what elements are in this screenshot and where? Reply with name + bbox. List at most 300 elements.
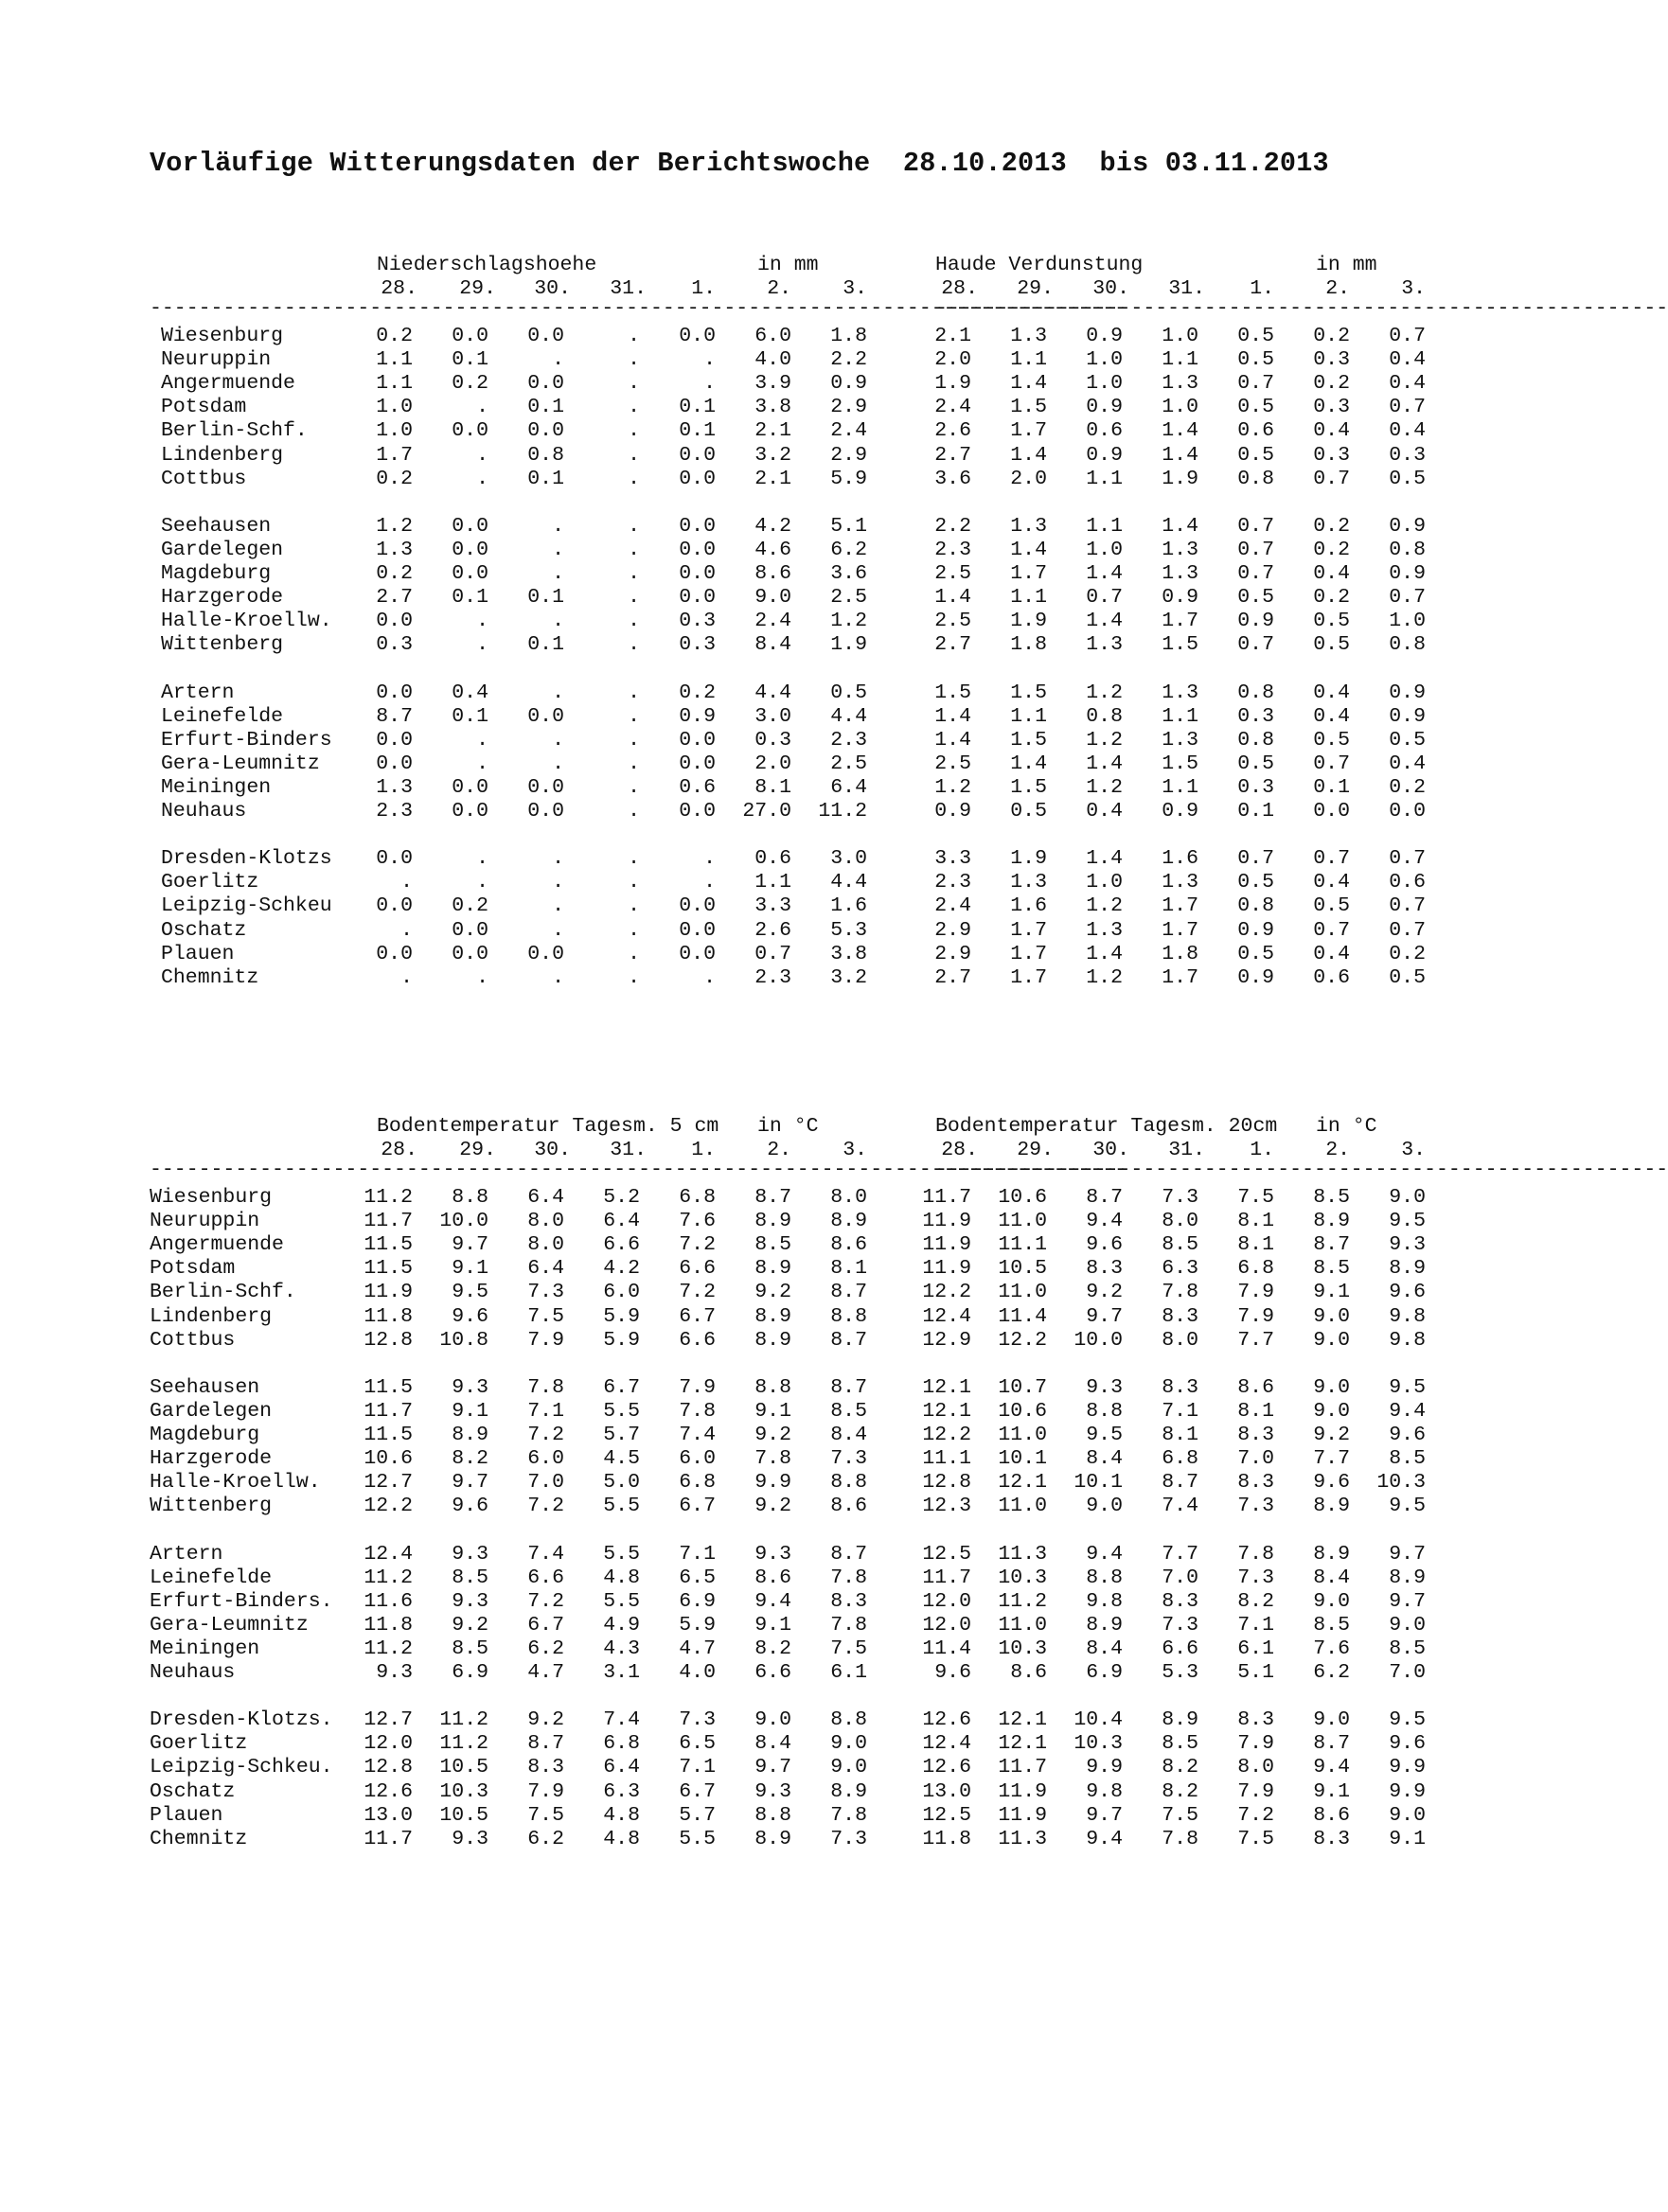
value-cell: 0.5: [1237, 586, 1274, 610]
value-cell: 1.7: [1162, 894, 1198, 918]
value-cell: 7.8: [830, 1613, 867, 1637]
value-cell: 8.7: [1162, 1471, 1198, 1495]
value-cell: .: [703, 372, 716, 396]
value-cell: 8.8: [830, 1708, 867, 1732]
station-name: Chemnitz: [150, 1827, 248, 1850]
value-cell: 8.9: [754, 1328, 791, 1352]
value-cell: 0.7: [1237, 372, 1274, 396]
value-cell: 0.0: [527, 325, 564, 347]
value-cell: 6.7: [679, 1779, 716, 1803]
station-name: Leinefelde: [161, 704, 284, 728]
value-cell: 4.8: [603, 1827, 640, 1850]
value-cell: 0.7: [754, 942, 791, 965]
value-cell: 9.6: [1389, 1424, 1426, 1446]
value-cell: 11.5: [364, 1375, 413, 1399]
value-cell: 1.3: [376, 538, 413, 561]
value-cell: 6.4: [830, 775, 867, 799]
value-cell: 7.1: [679, 1542, 716, 1566]
value-cell: 0.8: [1237, 681, 1274, 704]
value-cell: 1.1: [376, 372, 413, 396]
value-cell: 7.8: [1162, 1281, 1198, 1304]
value-cell: 8.8: [1086, 1566, 1123, 1589]
value-cell: 11.5: [364, 1257, 413, 1281]
value-cell: 7.9: [1237, 1304, 1274, 1328]
value-cell: 7.5: [527, 1304, 564, 1328]
value-cell: 11.9: [922, 1257, 971, 1281]
value-cell: .: [476, 728, 488, 752]
value-cell: 7.1: [679, 1756, 716, 1779]
value-cell: 8.8: [1086, 1399, 1123, 1423]
day-header-right: 28.: [941, 1139, 978, 1161]
value-cell: 1.4: [1162, 443, 1198, 467]
value-cell: 0.0: [452, 800, 488, 823]
value-cell: 12.0: [922, 1589, 971, 1613]
value-cell: 3.9: [754, 372, 791, 396]
value-cell: .: [628, 348, 640, 372]
value-cell: 1.4: [1010, 752, 1047, 775]
value-cell: 1.9: [830, 633, 867, 657]
value-cell: 0.4: [1389, 348, 1426, 372]
value-cell: 6.4: [603, 1210, 640, 1233]
value-cell: 0.2: [1313, 538, 1350, 561]
value-cell: .: [476, 443, 488, 467]
value-cell: 0.2: [1313, 325, 1350, 347]
value-cell: 6.9: [452, 1661, 488, 1684]
value-cell: 6.0: [603, 1281, 640, 1304]
value-cell: 9.5: [452, 1281, 488, 1304]
value-cell: .: [628, 443, 640, 467]
value-cell: 6.2: [527, 1637, 564, 1660]
value-cell: 9.8: [1389, 1304, 1426, 1328]
value-cell: 9.0: [830, 1756, 867, 1779]
separator-left: --------------------------------------------------------------------------------: [150, 1159, 1127, 1181]
station-name: Magdeburg: [150, 1424, 260, 1446]
value-cell: 0.1: [679, 396, 716, 419]
value-cell: 10.5: [439, 1803, 488, 1827]
value-cell: 0.0: [452, 562, 488, 585]
station-name: Gardelegen: [150, 1399, 273, 1423]
value-cell: 12.9: [922, 1328, 971, 1352]
value-cell: 7.2: [1237, 1803, 1274, 1827]
value-cell: 12.1: [922, 1375, 971, 1399]
value-cell: 0.0: [679, 562, 716, 585]
value-cell: 0.7: [1313, 467, 1350, 490]
value-cell: 9.3: [1086, 1375, 1123, 1399]
station-name: Oschatz: [150, 1779, 236, 1803]
station-name: Erfurt-Binders: [161, 728, 332, 752]
value-cell: 6.8: [1162, 1447, 1198, 1471]
value-cell: 4.2: [603, 1257, 640, 1281]
value-cell: .: [476, 871, 488, 894]
value-cell: .: [552, 847, 564, 871]
value-cell: 11.1: [922, 1447, 971, 1471]
value-cell: 1.5: [1010, 775, 1047, 799]
value-cell: .: [628, 514, 640, 538]
station-name: Cottbus: [161, 467, 247, 490]
value-cell: 0.0: [452, 775, 488, 799]
value-cell: 9.4: [1313, 1756, 1350, 1779]
day-header-left: 30.: [534, 277, 571, 300]
value-cell: .: [552, 610, 564, 633]
value-cell: 0.8: [1086, 704, 1123, 728]
value-cell: 0.5: [1237, 325, 1274, 347]
value-cell: 7.9: [1237, 1281, 1274, 1304]
value-cell: 1.4: [1086, 610, 1123, 633]
value-cell: 0.9: [1237, 965, 1274, 989]
value-cell: 8.3: [1237, 1424, 1274, 1446]
value-cell: 11.2: [439, 1708, 488, 1732]
value-cell: 0.0: [527, 775, 564, 799]
value-cell: 0.5: [1313, 728, 1350, 752]
value-cell: 1.9: [1010, 610, 1047, 633]
station-name: Goerlitz: [161, 871, 259, 894]
value-cell: 11.9: [364, 1281, 413, 1304]
value-cell: 1.2: [376, 514, 413, 538]
value-cell: 1.6: [1010, 894, 1047, 918]
station-name: Oschatz: [161, 918, 247, 942]
value-cell: 7.4: [1162, 1495, 1198, 1518]
value-cell: 0.9: [1086, 443, 1123, 467]
value-cell: 10.0: [439, 1210, 488, 1233]
value-cell: 1.5: [1010, 728, 1047, 752]
value-cell: 3.6: [830, 562, 867, 585]
value-cell: 0.0: [679, 894, 716, 918]
value-cell: 1.3: [1162, 562, 1198, 585]
value-cell: 8.3: [1237, 1708, 1274, 1732]
value-cell: 8.8: [452, 1186, 488, 1209]
value-cell: 0.3: [754, 728, 791, 752]
value-cell: 2.1: [934, 325, 971, 347]
value-cell: 6.7: [527, 1613, 564, 1637]
value-cell: 7.9: [1237, 1732, 1274, 1756]
day-header-left: 2.: [767, 277, 791, 300]
value-cell: 8.3: [1162, 1375, 1198, 1399]
value-cell: .: [628, 752, 640, 775]
value-cell: 9.3: [452, 1827, 488, 1850]
value-cell: 12.4: [364, 1542, 413, 1566]
value-cell: 7.8: [679, 1399, 716, 1423]
value-cell: 7.8: [527, 1375, 564, 1399]
value-cell: .: [628, 396, 640, 419]
value-cell: 8.1: [754, 775, 791, 799]
value-cell: 6.2: [830, 538, 867, 561]
value-cell: 8.8: [830, 1471, 867, 1495]
value-cell: 8.2: [754, 1637, 791, 1660]
value-cell: 8.0: [1162, 1328, 1198, 1352]
value-cell: .: [628, 562, 640, 585]
value-cell: 0.9: [1162, 586, 1198, 610]
left-section-unit: in mm: [757, 254, 819, 276]
value-cell: 9.3: [376, 1661, 413, 1684]
value-cell: 0.4: [1313, 419, 1350, 443]
value-cell: 6.0: [754, 325, 791, 347]
value-cell: .: [628, 894, 640, 918]
value-cell: 1.1: [754, 871, 791, 894]
value-cell: 12.4: [922, 1732, 971, 1756]
value-cell: 0.0: [527, 800, 564, 823]
value-cell: 9.9: [754, 1471, 791, 1495]
value-cell: 0.1: [527, 586, 564, 610]
value-cell: 10.6: [364, 1447, 413, 1471]
value-cell: 8.8: [754, 1375, 791, 1399]
value-cell: 0.1: [1237, 800, 1274, 823]
value-cell: 0.0: [679, 325, 716, 347]
value-cell: 9.2: [1086, 1281, 1123, 1304]
value-cell: 0.8: [1389, 633, 1426, 657]
value-cell: 11.0: [998, 1424, 1047, 1446]
value-cell: 1.3: [1162, 871, 1198, 894]
value-cell: .: [628, 372, 640, 396]
value-cell: 8.7: [1313, 1732, 1350, 1756]
value-cell: 8.7: [830, 1375, 867, 1399]
value-cell: 9.2: [754, 1424, 791, 1446]
value-cell: 1.0: [1162, 396, 1198, 419]
value-cell: 9.1: [452, 1399, 488, 1423]
value-cell: 8.6: [1010, 1661, 1047, 1684]
value-cell: 0.3: [1313, 396, 1350, 419]
value-cell: 4.6: [754, 538, 791, 561]
value-cell: 0.1: [452, 704, 488, 728]
value-cell: 1.1: [1010, 704, 1047, 728]
value-cell: 0.4: [1389, 372, 1426, 396]
value-cell: 11.8: [364, 1613, 413, 1637]
value-cell: .: [628, 610, 640, 633]
value-cell: 11.6: [364, 1589, 413, 1613]
value-cell: 9.0: [1389, 1803, 1426, 1827]
value-cell: 5.3: [1162, 1661, 1198, 1684]
station-name: Lindenberg: [161, 443, 284, 467]
value-cell: 12.3: [922, 1495, 971, 1518]
value-cell: 11.9: [922, 1233, 971, 1257]
value-cell: .: [628, 467, 640, 490]
value-cell: 1.4: [1010, 538, 1047, 561]
left-section-label: Niederschlagshoehe: [377, 254, 597, 276]
value-cell: 9.6: [1389, 1281, 1426, 1304]
station-name: Neuhaus: [150, 1661, 236, 1684]
value-cell: 1.0: [1086, 372, 1123, 396]
value-cell: 7.9: [527, 1328, 564, 1352]
value-cell: 9.2: [1313, 1424, 1350, 1446]
value-cell: 11.2: [998, 1589, 1047, 1613]
value-cell: 0.0: [679, 800, 716, 823]
value-cell: 8.9: [1086, 1613, 1123, 1637]
value-cell: 6.1: [1237, 1637, 1274, 1660]
value-cell: 3.8: [754, 396, 791, 419]
value-cell: 0.5: [830, 681, 867, 704]
value-cell: 11.7: [364, 1210, 413, 1233]
value-cell: 6.5: [679, 1566, 716, 1589]
value-cell: 4.4: [830, 704, 867, 728]
day-header-right: 2.: [1325, 1139, 1350, 1161]
value-cell: 11.9: [922, 1210, 971, 1233]
value-cell: 0.7: [1389, 396, 1426, 419]
value-cell: 10.6: [998, 1399, 1047, 1423]
station-name: Seehausen: [161, 514, 272, 538]
value-cell: 7.1: [1162, 1399, 1198, 1423]
value-cell: 1.1: [1162, 348, 1198, 372]
value-cell: 1.5: [1010, 396, 1047, 419]
value-cell: 8.2: [1162, 1756, 1198, 1779]
value-cell: 0.4: [1313, 704, 1350, 728]
value-cell: 1.0: [1086, 871, 1123, 894]
value-cell: 8.9: [830, 1210, 867, 1233]
value-cell: 0.2: [1313, 586, 1350, 610]
value-cell: 12.1: [998, 1708, 1047, 1732]
value-cell: 2.7: [934, 443, 971, 467]
value-cell: 0.1: [527, 396, 564, 419]
value-cell: 8.3: [1237, 1471, 1274, 1495]
value-cell: 8.0: [527, 1210, 564, 1233]
day-header-right: 1.: [1250, 1139, 1274, 1161]
value-cell: 11.7: [998, 1756, 1047, 1779]
value-cell: 2.9: [830, 396, 867, 419]
value-cell: 0.3: [679, 633, 716, 657]
value-cell: 6.7: [679, 1304, 716, 1328]
value-cell: 2.3: [934, 538, 971, 561]
day-header-right: 2.: [1325, 277, 1350, 300]
value-cell: 9.0: [1313, 1304, 1350, 1328]
value-cell: 9.6: [452, 1495, 488, 1518]
value-cell: 1.5: [934, 681, 971, 704]
day-header-right: 30.: [1092, 277, 1129, 300]
value-cell: 0.7: [1389, 894, 1426, 918]
value-cell: 6.9: [1086, 1661, 1123, 1684]
value-cell: 8.0: [1237, 1756, 1274, 1779]
value-cell: 3.3: [754, 894, 791, 918]
value-cell: 1.3: [1162, 372, 1198, 396]
value-cell: 7.0: [1389, 1661, 1426, 1684]
value-cell: 8.5: [1162, 1233, 1198, 1257]
value-cell: 8.1: [1237, 1399, 1274, 1423]
day-header-left: 3.: [843, 1139, 867, 1161]
value-cell: .: [628, 965, 640, 989]
value-cell: 4.8: [603, 1566, 640, 1589]
value-cell: 11.5: [364, 1424, 413, 1446]
value-cell: 9.5: [1086, 1424, 1123, 1446]
value-cell: 7.5: [1237, 1827, 1274, 1850]
value-cell: 1.6: [830, 894, 867, 918]
value-cell: 1.1: [1086, 467, 1123, 490]
value-cell: 11.7: [922, 1566, 971, 1589]
value-cell: 8.9: [452, 1424, 488, 1446]
value-cell: 9.0: [1389, 1186, 1426, 1209]
value-cell: 0.5: [1010, 800, 1047, 823]
value-cell: 8.5: [1389, 1637, 1426, 1660]
station-name: Harzgerode: [161, 586, 284, 610]
value-cell: 0.0: [527, 372, 564, 396]
value-cell: 7.5: [830, 1637, 867, 1660]
value-cell: 12.7: [364, 1471, 413, 1495]
value-cell: 2.3: [754, 965, 791, 989]
value-cell: 8.9: [1313, 1542, 1350, 1566]
value-cell: 9.9: [1389, 1756, 1426, 1779]
value-cell: 0.8: [1237, 728, 1274, 752]
value-cell: 0.0: [452, 918, 488, 942]
value-cell: 7.8: [830, 1803, 867, 1827]
station-name: Angermuende: [150, 1233, 284, 1257]
value-cell: 2.4: [934, 894, 971, 918]
value-cell: 0.7: [1237, 514, 1274, 538]
value-cell: 11.2: [364, 1637, 413, 1660]
value-cell: 12.0: [922, 1613, 971, 1637]
value-cell: 10.3: [998, 1566, 1047, 1589]
value-cell: 0.0: [452, 942, 488, 965]
station-name: Harzgerode: [150, 1447, 273, 1471]
value-cell: 5.9: [603, 1328, 640, 1352]
value-cell: .: [552, 728, 564, 752]
value-cell: 1.6: [1162, 847, 1198, 871]
station-name: Leinefelde: [150, 1566, 273, 1589]
day-header-right: 28.: [941, 277, 978, 300]
value-cell: 2.0: [934, 348, 971, 372]
value-cell: .: [476, 965, 488, 989]
value-cell: 8.5: [1313, 1613, 1350, 1637]
value-cell: 8.6: [1313, 1803, 1350, 1827]
day-header-left: 28.: [381, 1139, 417, 1161]
value-cell: 0.0: [376, 728, 413, 752]
value-cell: 0.6: [1389, 871, 1426, 894]
value-cell: 8.2: [1162, 1779, 1198, 1803]
value-cell: 8.1: [1237, 1233, 1274, 1257]
day-header-right: 3.: [1401, 277, 1426, 300]
value-cell: 1.4: [1086, 752, 1123, 775]
value-cell: 2.5: [934, 562, 971, 585]
value-cell: 8.4: [754, 1732, 791, 1756]
value-cell: 8.7: [376, 704, 413, 728]
value-cell: 2.1: [754, 419, 791, 443]
value-cell: 7.2: [679, 1281, 716, 1304]
value-cell: 0.5: [1313, 894, 1350, 918]
value-cell: 0.9: [1389, 562, 1426, 585]
station-name: Chemnitz: [161, 965, 259, 989]
value-cell: 1.7: [1010, 918, 1047, 942]
value-cell: 0.4: [1389, 419, 1426, 443]
value-cell: 0.5: [1237, 396, 1274, 419]
value-cell: 0.9: [1389, 704, 1426, 728]
value-cell: 9.7: [1389, 1589, 1426, 1613]
value-cell: 8.3: [1313, 1827, 1350, 1850]
value-cell: 0.0: [679, 752, 716, 775]
value-cell: 27.0: [742, 800, 791, 823]
value-cell: 0.4: [1313, 942, 1350, 965]
value-cell: 11.8: [364, 1304, 413, 1328]
station-name: Neuhaus: [161, 800, 247, 823]
value-cell: 8.7: [1086, 1186, 1123, 1209]
value-cell: .: [628, 918, 640, 942]
value-cell: 0.2: [1389, 775, 1426, 799]
value-cell: 8.9: [1313, 1495, 1350, 1518]
value-cell: 0.0: [1313, 800, 1350, 823]
station-name: Neuruppin: [150, 1210, 260, 1233]
value-cell: 2.5: [830, 752, 867, 775]
value-cell: .: [552, 562, 564, 585]
value-cell: 1.7: [1010, 562, 1047, 585]
value-cell: 0.8: [527, 443, 564, 467]
value-cell: 1.2: [934, 775, 971, 799]
value-cell: 8.4: [1313, 1566, 1350, 1589]
value-cell: 5.5: [603, 1542, 640, 1566]
value-cell: 11.4: [998, 1304, 1047, 1328]
value-cell: 0.5: [1313, 610, 1350, 633]
value-cell: 2.4: [934, 396, 971, 419]
value-cell: 1.4: [1086, 847, 1123, 871]
value-cell: 0.6: [1086, 419, 1123, 443]
value-cell: 7.1: [527, 1399, 564, 1423]
day-header-right: 29.: [1017, 1139, 1054, 1161]
value-cell: 11.8: [922, 1827, 971, 1850]
value-cell: 1.2: [1086, 894, 1123, 918]
value-cell: 0.7: [1237, 633, 1274, 657]
